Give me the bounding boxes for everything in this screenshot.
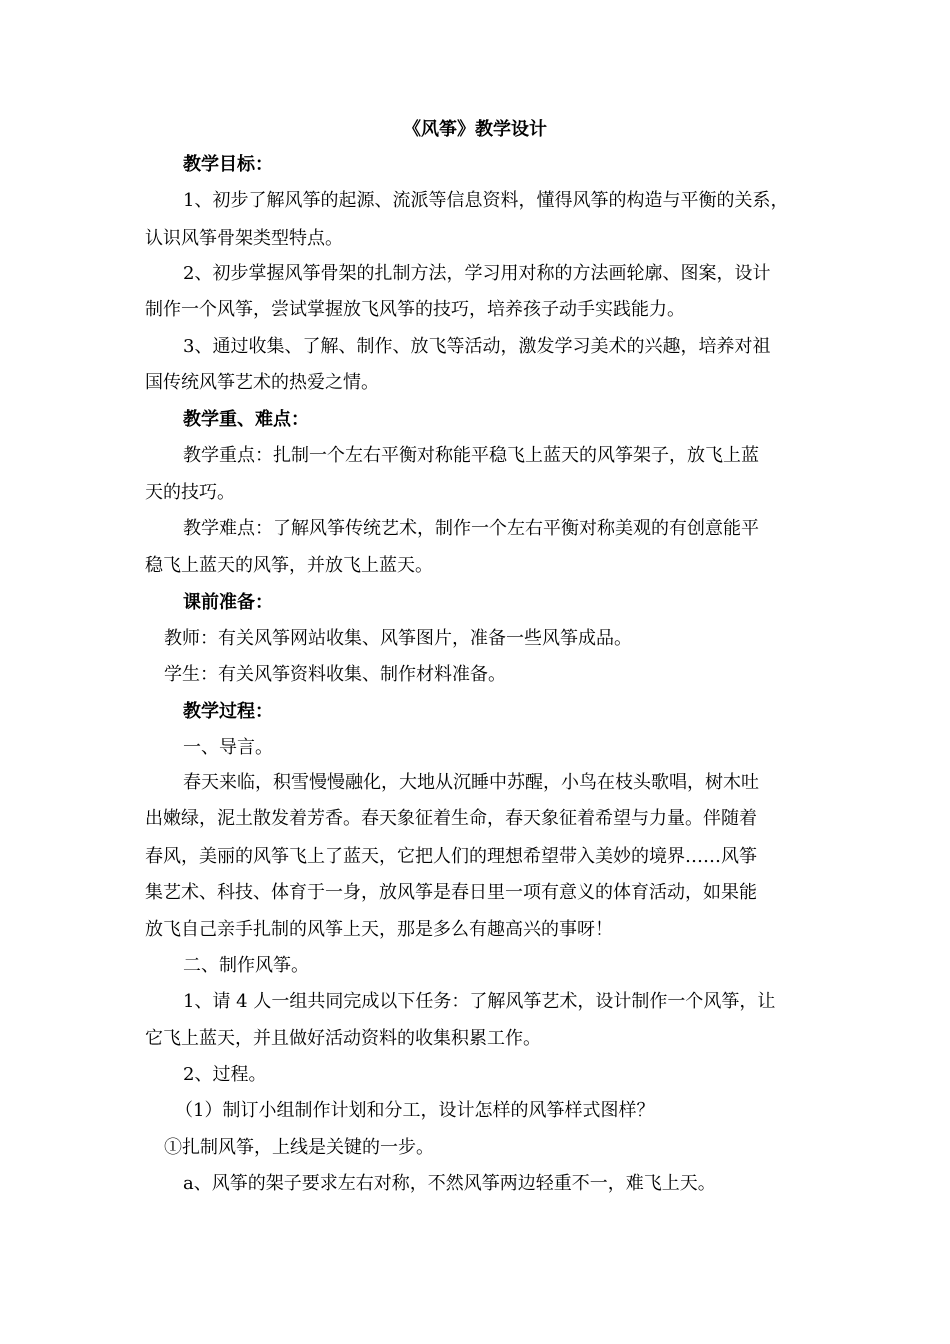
process-heading: 教学过程： xyxy=(183,701,273,722)
process-step-heading: 2、过程。 xyxy=(183,1064,267,1085)
goal-1-line-2: 认识风筝骨架类型特点。 xyxy=(145,228,343,249)
preparation-teacher: 教师：有关风筝网站收集、风筝图片，准备一些风筝成品。 xyxy=(164,628,632,649)
doc-title: 《风筝》教学设计 xyxy=(403,119,547,140)
step-circle-1: ①扎制风筝，上线是关键的一步。 xyxy=(164,1137,434,1158)
goal-2-line-2: 制作一个风筝，尝试掌握放飞风筝的技巧，培养孩子动手实践能力。 xyxy=(145,299,685,320)
intro-line-1: 春天来临，积雪慢慢融化，大地从沉睡中苏醒，小鸟在枝头歌唱，树木吐 xyxy=(183,772,759,793)
preparation-heading: 课前准备： xyxy=(183,592,273,613)
key-points-heading: 教学重、难点： xyxy=(183,409,309,430)
intro-line-2: 出嫩绿，泥土散发着芳香。春天象征着生命，春天象征着希望与力量。伴随着 xyxy=(145,808,757,829)
key-point-line-1: 教学重点：扎制一个左右平衡对称能平稳飞上蓝天的风筝架子，放飞上蓝 xyxy=(183,445,759,466)
intro-heading: 一、导言。 xyxy=(183,737,273,758)
key-point-line-2: 天的技巧。 xyxy=(145,482,235,503)
goal-3-line-2: 国传统风筝艺术的热爱之情。 xyxy=(145,372,379,393)
goal-2-line-1: 2、初步掌握风筝骨架的扎制方法，学习用对称的方法画轮廓、图案，设计 xyxy=(183,263,771,284)
goal-1-line-1: 1、初步了解风筝的起源、流派等信息资料，懂得风筝的构造与平衡的关系， xyxy=(183,190,789,211)
make-heading: 二、制作风筝。 xyxy=(183,955,309,976)
intro-line-4: 集艺术、科技、体育于一身，放风筝是春日里一项有意义的体育活动，如果能 xyxy=(145,882,757,903)
task-line-2: 它飞上蓝天，并且做好活动资料的收集积累工作。 xyxy=(145,1028,541,1049)
intro-line-3: 春风，美丽的风筝飞上了蓝天，它把人们的理想希望带入美妙的境界……风筝 xyxy=(145,846,757,867)
goal-3-line-1: 3、通过收集、了解、制作、放飞等活动，激发学习美术的兴趣，培养对祖 xyxy=(183,336,771,357)
task-line-1: 1、请 4 人一组共同完成以下任务：了解风筝艺术，设计制作一个风筝，让 xyxy=(183,991,776,1012)
difficulty-line-2: 稳飞上蓝天的风筝，并放飞上蓝天。 xyxy=(145,555,433,576)
preparation-student: 学生：有关风筝资料收集、制作材料准备。 xyxy=(164,664,506,685)
step-1: （1）制订小组制作计划和分工，设计怎样的风筝样式图样？ xyxy=(175,1100,655,1121)
intro-line-5: 放飞自己亲手扎制的风筝上天，那是多么有趣高兴的事呀！ xyxy=(145,919,613,940)
goals-heading: 教学目标： xyxy=(183,154,273,175)
difficulty-line-1: 教学难点：了解风筝传统艺术，制作一个左右平衡对称美观的有创意能平 xyxy=(183,518,759,539)
step-a: a、风筝的架子要求左右对称，不然风筝两边轻重不一，难飞上天。 xyxy=(183,1173,716,1194)
